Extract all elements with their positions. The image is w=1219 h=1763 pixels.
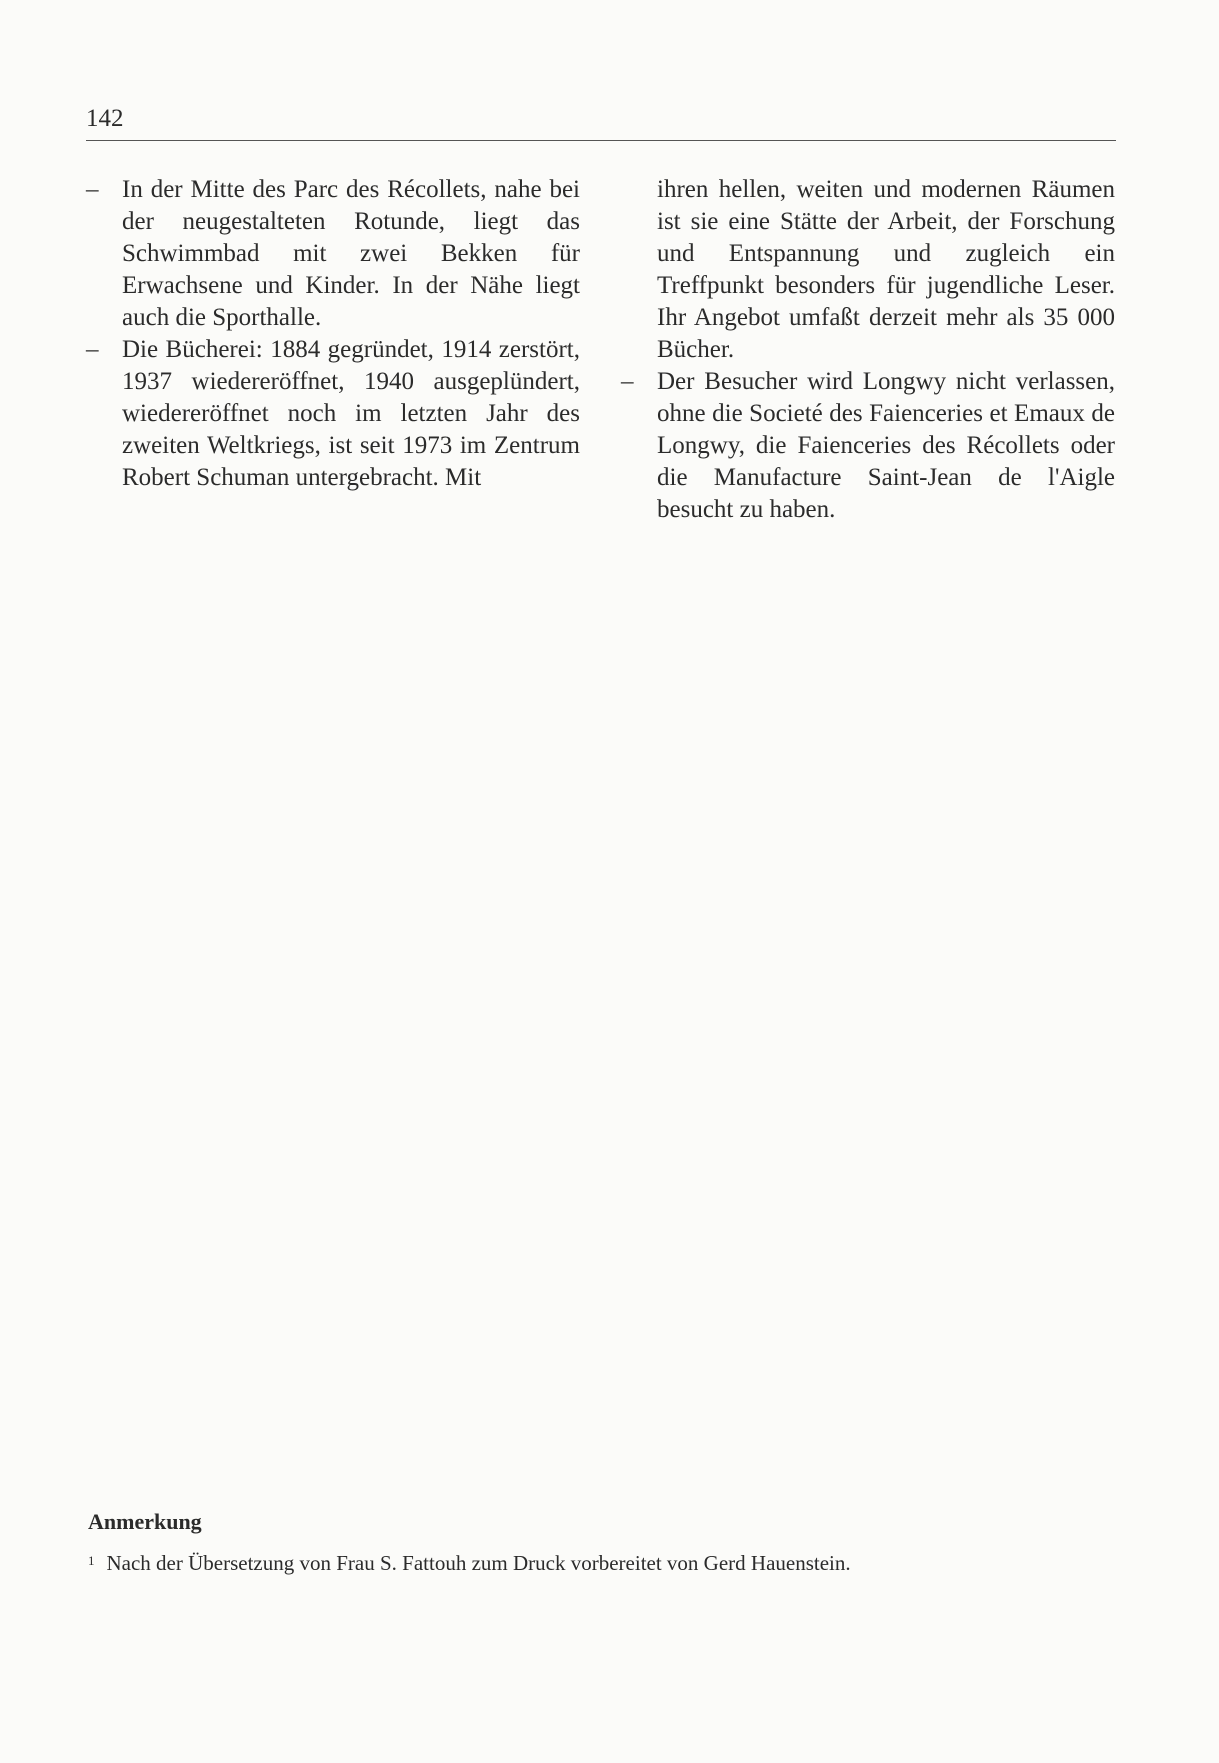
right-column (621, 174, 1115, 526)
list-dash: – (86, 336, 99, 363)
list-item (86, 334, 580, 494)
footnote (88, 1550, 851, 1576)
left-column (86, 174, 580, 494)
list-dash: – (621, 368, 634, 395)
list-item-text: In der Mitte des Parc des Récollets, nahe bei der neugestalteten Rotunde, liegt das Schwimmbad mit zwei Bekken für Erwachsene und Kinder. In der Nähe liegt auch die Sporthalle. (122, 176, 580, 331)
footnote-marker: 1 (88, 1553, 95, 1568)
list-item (86, 174, 580, 334)
list-item-text: Der Besucher wird Longwy nicht verlassen, ohne die Societé des Faienceries et Emaux de Longwy, die Faienceries des Récollets oder die Manufacture Saint-Jean de l'Aigle besucht zu haben. (657, 368, 1115, 523)
list-item (621, 366, 1115, 526)
list-dash: – (86, 176, 99, 203)
footnote-text: Nach der Übersetzung von Frau S. Fattouh zum Druck vorbereitet von Gerd Hauenstein. (106, 1551, 851, 1575)
list-item-text: Die Bücherei: 1884 gegründet, 1914 zerstört, 1937 wiedereröffnet, 1940 ausgeplündert, wiedereröffnet noch im letzten Jahr des zweiten Weltkriegs, ist seit 1973 im Zentrum Robert Schuman untergebracht. Mit (122, 336, 580, 491)
page-number: 142 (86, 105, 124, 132)
continued-paragraph: ihren hellen, weiten und modernen Räumen ist sie eine Stätte der Arbeit, der Forschung und Entspannung und zugleich ein Treffpunkt besonders für jugendliche Leser. Ihr Angebot umfaßt derzeit mehr als 35 000 Bücher. (657, 176, 1115, 363)
notes-heading: Anmerkung (88, 1509, 202, 1534)
header-rule (86, 140, 1116, 141)
